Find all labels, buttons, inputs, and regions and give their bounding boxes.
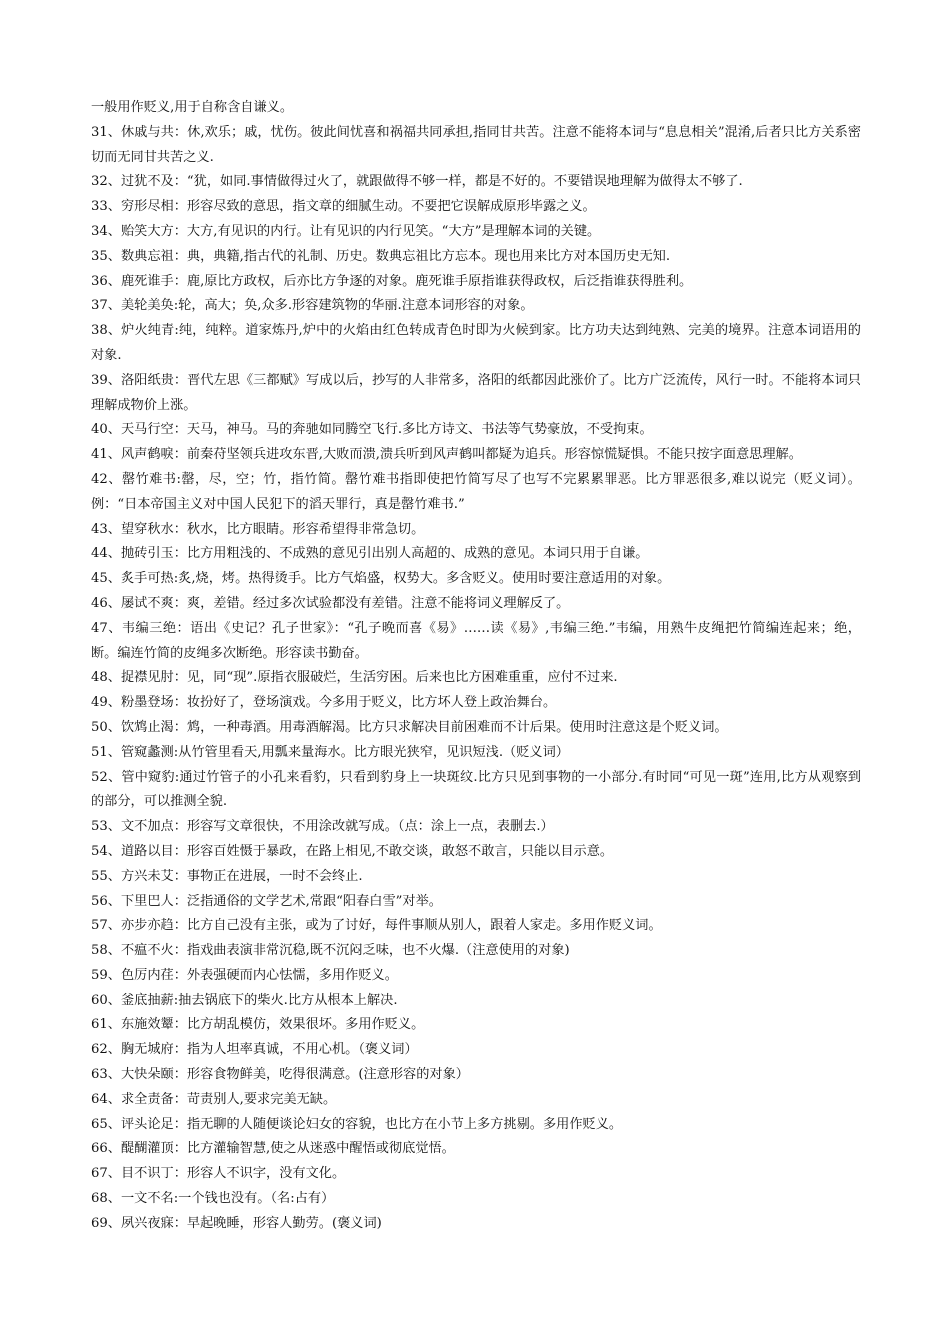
paragraph: 61、东施效颦：比方胡乱模仿，效果很坏。多用作贬义。 [91, 1017, 425, 1033]
paragraph: 36、鹿死谁手：鹿,原比方政权，后亦比方争逐的对象。鹿死谁手原指谁获得政权，后泛指谁获得胜利。 [91, 273, 693, 289]
paragraph: 46、屡试不爽：爽，差错。经过多次试验都没有差错。注意不能将词义理解反了。 [91, 595, 570, 611]
paragraph: 65、评头论足：指无聊的人随便谈论妇女的容貌，也比方在小节上多方挑剔。多用作贬义。 [91, 1116, 623, 1132]
paragraph: 58、不瘟不火：指戏曲表演非常沉稳,既不沉闷乏味，也不火爆.（注意使用的对象) [91, 943, 570, 959]
paragraph: 68、一文不名:一个钱也没有。（名:占有） [91, 1191, 335, 1207]
paragraph: 47、韦编三绝：语出《史记？孔子世家》：“孔子晚而喜《易》……读《易》,韦编三绝.”韦编，用熟牛皮绳把竹简编连起来；绝，断。编连竹简的皮绳多次断绝。形容读书勤奋。 [91, 620, 861, 661]
paragraph: 一般用作贬义,用于自称含自谦义。 [91, 100, 294, 115]
paragraph: 34、贻笑大方：大方,有见识的内行。让有见识的内行见笑。“大方”是理解本词的关键。 [91, 223, 601, 239]
paragraph: 31、休戚与共：休,欢乐；戚，忧伤。彼此间忧喜和祸福共同承担,指同甘共苦。注意不能将本词与“息息相关”混淆,后者只比方关系密切而无同甘共苦之义. [91, 124, 861, 165]
paragraph: 51、管窥蠡测:从竹管里看天,用瓢来量海水。比方眼光狭窄，见识短浅.（贬义词） [91, 744, 569, 760]
paragraph: 35、数典忘祖：典，典籍,指古代的礼制、历史。数典忘祖比方忘本。现也用来比方对本国历史无知. [91, 248, 671, 264]
paragraph: 59、色厉内荏：外表强硬而内心怯懦，多用作贬义。 [91, 967, 398, 983]
paragraph: 52、管中窥豹:通过竹管子的小孔来看豹，只看到豹身上一块斑纹.比方只见到事物的一小部分.有时同“可见一斑”连用,比方从观察到的部分，可以推测全貌. [91, 769, 861, 810]
paragraph: 38、炉火纯青:纯，纯粹。道家炼丹,炉中的火焰由红色转成青色时即为火候到家。比方功夫达到纯熟、完美的境界。注意本词语用的对象. [91, 323, 861, 363]
paragraph: 64、求全责备：苛责别人,要求完美无缺。 [91, 1091, 337, 1107]
paragraph: 43、望穿秋水：秋水，比方眼睛。形容希望得非常急切。 [91, 521, 425, 537]
paragraph: 62、胸无城府：指为人坦率真诚，不用心机。（褒义词） [91, 1042, 418, 1058]
paragraph: 49、粉墨登场：妆扮好了，登场演戏。今多用于贬义，比方坏人登上政治舞台。 [91, 695, 557, 711]
paragraph: 60、釜底抽薪:抽去锅底下的柴火.比方从根本上解决. [91, 992, 398, 1008]
paragraph: 39、洛阳纸贵：晋代左思《三都赋》写成以后，抄写的人非常多，洛阳的纸都因此涨价了。比方广泛流传，风行一时。不能将本词只理解成物价上涨。 [91, 372, 861, 413]
paragraph: 32、过犹不及：“犹，如同.事情做得过火了，就跟做得不够一样，都是不好的。不要错误地理解为做得太不够了. [91, 174, 743, 190]
paragraph: 44、抛砖引玉：比方用粗浅的、不成熟的意见引出别人高超的、成熟的意见。本词只用于自谦。 [91, 546, 649, 562]
paragraph: 56、下里巴人：泛指通俗的文学艺术,常跟“阳春白雪”对举。 [91, 893, 442, 909]
paragraph: 57、亦步亦趋：比方自己没有主张，或为了讨好，每件事顺从别人，跟着人家走。多用作贬义词。 [91, 918, 662, 934]
paragraph: 42、罄竹难书:罄，尽，空；竹，指竹简。罄竹难书指即使把竹简写尽了也写不完累累罪恶。比方罪恶很多,难以说完（贬义词）。例：“日本帝国主义对中国人民犯下的滔天罪行，真是罄竹难书.” [91, 471, 861, 512]
paragraph: 66、醍醐灌顶：比方灌输智慧,使之从迷惑中醒悟或彻底觉悟。 [91, 1141, 455, 1157]
document-body [91, 96, 861, 1237]
paragraph: 37、美轮美奂:轮，高大；奂,众多.形容建筑物的华丽.注意本词形容的对象。 [91, 298, 534, 314]
paragraph: 40、天马行空：天马，神马。马的奔驰如同腾空飞行.多比方诗文、书法等气势豪放，不受拘束。 [91, 422, 653, 438]
paragraph: 33、穷形尽相：形容尽致的意思，指文章的细腻生动。不要把它误解成原形毕露之义。 [91, 199, 596, 215]
paragraph: 69、夙兴夜寐：早起晚睡，形容人勤劳。(褒义词) [91, 1215, 382, 1231]
paragraph: 50、饮鸩止渴：鸩，一种毒酒。用毒酒解渴。比方只求解决目前困难而不计后果。使用时注意这是个贬义词。 [91, 719, 728, 735]
paragraph: 63、大快朵颐：形容食物鲜美，吃得很满意。(注意形容的对象） [91, 1067, 469, 1083]
paragraph: 48、捉襟见肘：见，同“现”.原指衣服破烂，生活穷困。后来也比方困难重重，应付不过来. [91, 670, 618, 686]
paragraph: 45、炙手可热:炙,烧，烤。热得烫手。比方气焰盛，权势大。多含贬义。使用时要注意适用的对象。 [91, 571, 671, 587]
paragraph: 54、道路以目：形容百姓慑于暴政，在路上相见,不敢交谈，敢怒不敢言，只能以目示意。 [91, 843, 614, 859]
paragraph: 41、风声鹤唳：前秦苻坚领兵进攻东晋,大败而溃,溃兵听到风声鹤叫都疑为追兵。形容惊慌疑惧。不能只按字面意思理解。 [91, 447, 802, 463]
paragraph: 55、方兴未艾：事物正在进展，一时不会终止. [91, 868, 363, 884]
paragraph: 53、文不加点：形容写文章很快，不用涂改就写成。（点：涂上一点，表删去.） [91, 819, 554, 835]
paragraph: 67、目不识丁：形容人不识字，没有文化。 [91, 1166, 346, 1182]
